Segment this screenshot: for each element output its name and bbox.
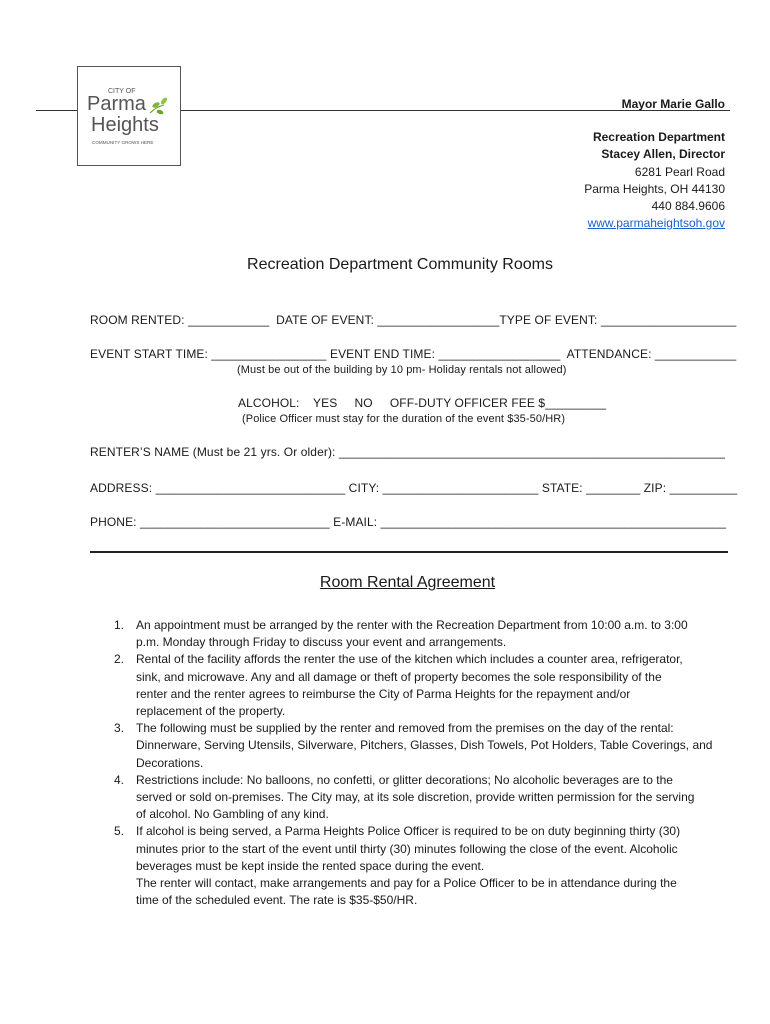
city-logo-graphic (78, 67, 182, 167)
list-item-number: 2. (114, 652, 125, 667)
list-item-line: served or sold on-premises. The City may, at its sole discretion, provide written permission for the serving (136, 790, 695, 805)
website-link[interactable]: www.parmaheightsoh.gov (587, 216, 725, 230)
list-item-line: minutes prior to the start of the event until thirty (30) minutes following the close of the event. Alcoholic (136, 841, 678, 856)
city-logo (77, 66, 181, 166)
form-title: Recreation Department Community Rooms (247, 256, 553, 273)
city-state-zip: Parma Heights, OH 44130 (584, 182, 725, 196)
field-start-end-attendance[interactable]: EVENT START TIME: _________________ EVENT END TIME: __________________ ATTENDANCE: ____________ (90, 347, 737, 361)
building-note: (Must be out of the building by 10 pm- Holiday rentals not allowed) (237, 364, 567, 376)
list-item-line: Rental of the facility affords the renter the use of the kitchen which includes a counter area, refrigerator, (136, 652, 683, 667)
agreement-title: Room Rental Agreement (319, 574, 496, 591)
list-item-line: sink, and microwave. Any and all damage or theft of property becomes the sole responsibility of the (136, 669, 662, 684)
logo-name-line2: Heights (91, 114, 159, 136)
agreement-list (92, 617, 732, 909)
list-item-number: 5. (114, 824, 125, 839)
list-item-number: 1. (114, 618, 125, 632)
field-room-date-type[interactable]: ROOM RENTED: ____________ DATE OF EVENT: __________________TYPE OF EVENT: ____________________ (90, 313, 737, 327)
list-item-number: 3. (114, 721, 125, 736)
list-item (92, 823, 732, 909)
mayor-name: Mayor Marie Gallo (621, 97, 725, 111)
list-item (92, 720, 732, 772)
list-item (92, 772, 732, 824)
field-phone-email[interactable]: PHONE: ____________________________ E-MAIL: ___________________________________________________ (90, 515, 727, 529)
leaf-sprig-icon (150, 97, 168, 116)
list-item (92, 651, 732, 720)
list-item-line: Restrictions include: No balloons, no confetti, or glitter decorations; No alcoholic beverages are to the (136, 772, 673, 787)
field-alcohol[interactable]: ALCOHOL: YES NO OFF-DUTY OFFICER FEE $_________ (238, 396, 607, 410)
list-item-number: 4. (114, 772, 125, 787)
officer-note: (Police Officer must stay for the duration of the event $35-50/HR) (242, 413, 566, 425)
list-item-line: renter and the renter agrees to reimburse the City of Parma Heights for the repayment and/or (136, 686, 631, 701)
list-item (92, 617, 732, 651)
list-item-line: replacement of the property. (136, 704, 286, 719)
logo-city-of: CITY OF (108, 88, 136, 95)
director-name: Stacey Allen, Director (601, 147, 725, 161)
field-renter-name[interactable]: RENTER’S NAME (Must be 21 yrs. Or older): _________________________________________________________ (90, 445, 726, 459)
website-link-wrap (588, 215, 725, 232)
header-rule-left (36, 110, 77, 111)
section-divider (90, 551, 728, 553)
list-item-line: If alcohol is being served, a Parma Heights Police Officer is required to be on duty beginning thirty (30) (136, 824, 681, 839)
logo-tagline: COMMUNITY GROWS HERE (92, 140, 154, 145)
phone-number: 440 884.9606 (651, 199, 725, 213)
field-address[interactable]: ADDRESS: ____________________________ CITY: _______________________ STATE: ________ ZIP: __________ (90, 481, 738, 495)
list-item-line: Dinnerware, Serving Utensils, Silverware, Pitchers, Glasses, Dish Towels, Pot Holders, Table Coverings, and (136, 738, 713, 753)
list-item-line: beverages must be kept inside the rented space during the event. (136, 858, 485, 873)
list-item-line: of alcohol. No Gambling of any kind. (136, 807, 329, 822)
list-item-line: The renter will contact, make arrangements and pay for a Police Officer to be in attendance during the (136, 876, 677, 891)
list-item-line: The following must be supplied by the renter and removed from the premises on the day of the rental: (136, 721, 674, 736)
list-item-line: time of the scheduled event. The rate is $35-$50/HR. (136, 893, 418, 908)
street-address: 6281 Pearl Road (634, 165, 725, 179)
logo-name-line1: Parma (87, 93, 146, 115)
list-item-line: Decorations. (136, 755, 204, 770)
list-item-line: p.m. Monday through Friday to discuss your event and arrangements. (136, 635, 507, 650)
department-name: Recreation Department (592, 130, 725, 144)
list-item-line: An appointment must be arranged by the renter with the Recreation Department from 10:00 a.m. to 3:00 (136, 618, 688, 632)
